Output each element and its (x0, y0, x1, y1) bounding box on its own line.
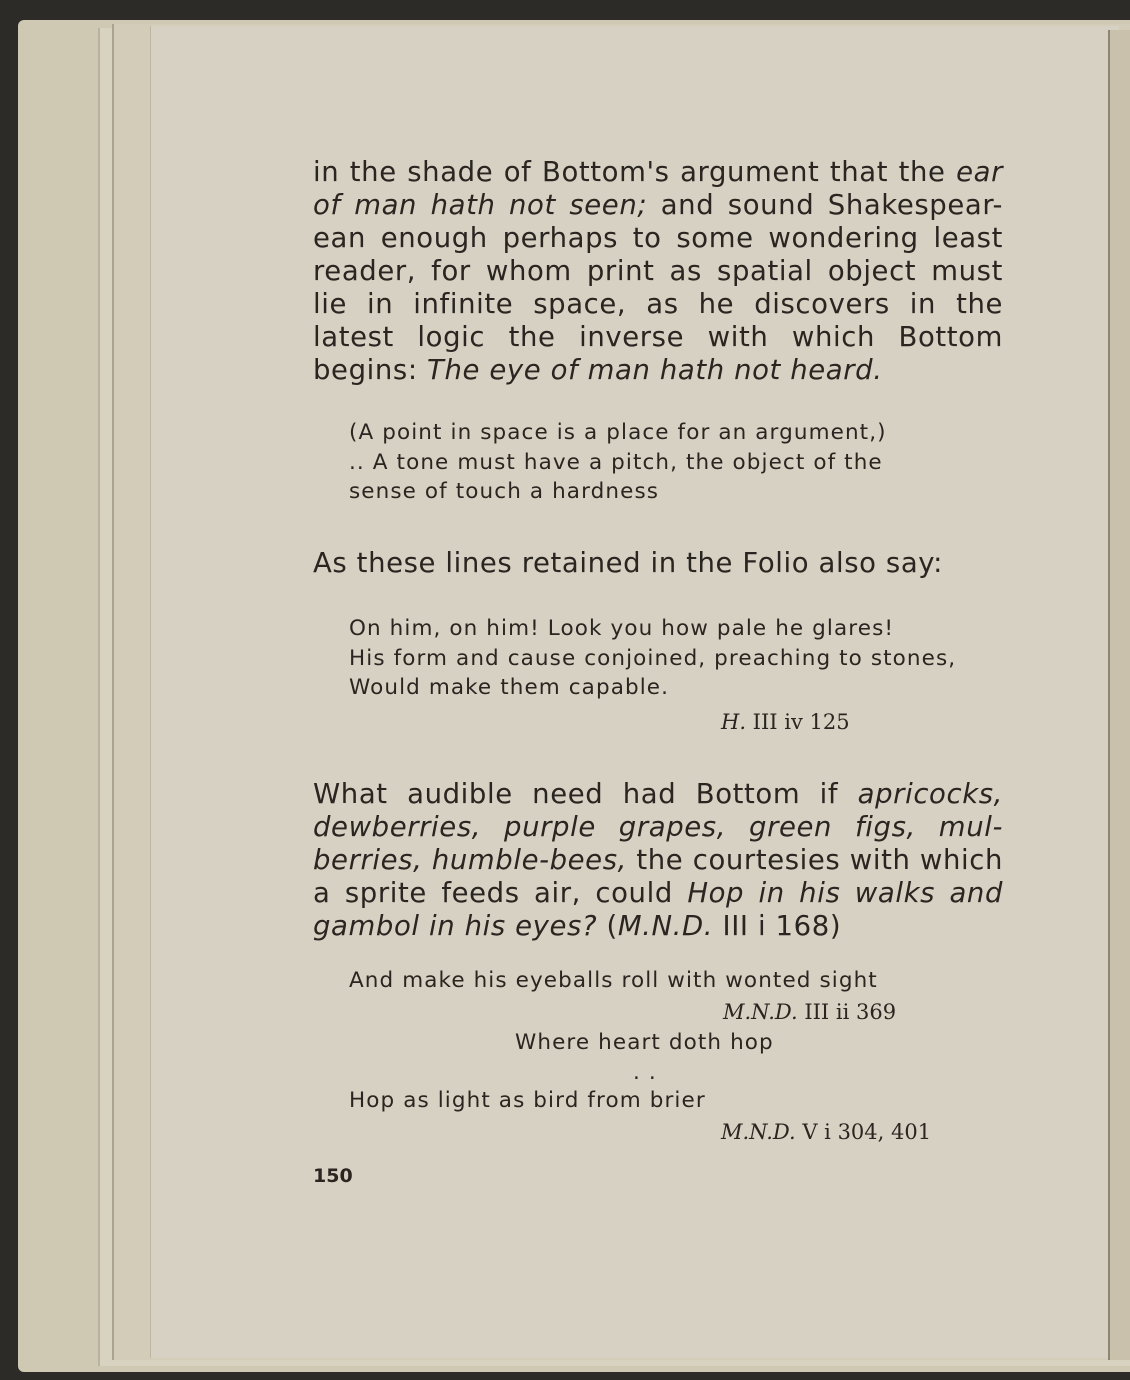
p1-segment: The eye of man hath not heard. (427, 354, 883, 386)
p3-segment: ( (597, 910, 618, 942)
quotation-3-line-3 (349, 1086, 706, 1116)
quote-line: Would make them capable. (349, 675, 670, 700)
quotation-3 (349, 966, 878, 996)
p1-segment: ear of man hath not seen; (313, 156, 1003, 221)
citation-abbr: M.N.D. (721, 1120, 796, 1144)
p3-segment: the courtesies with which a sprite feeds air, could (313, 844, 1004, 909)
citation-ref: III iv 125 (746, 710, 850, 734)
quote-line: His form and cause conjoined, preaching to stones, (349, 645, 957, 671)
paragraph-3-text (313, 778, 1003, 943)
ellipsis-dots (633, 1058, 657, 1088)
quote-line: .. A tone must have a pitch, the object of the (349, 449, 883, 475)
p3-segment: apricocks, dewberries, purple grapes, green figs, mul-berries, humble-bees, (313, 778, 1003, 876)
citation-mnd-2 (721, 1120, 931, 1144)
citation-ref: V i 304, 401 (795, 1120, 932, 1144)
p1-segment: in the shade of Bottom's argument that the (313, 156, 957, 188)
quotation-1 (349, 418, 887, 507)
p3-segment: What audible need had Bottom if (313, 778, 858, 810)
citation-abbr: M.N.D. (723, 1000, 798, 1024)
citation-abbr: H. (721, 710, 746, 734)
paragraph-2-text: As these lines retained in the Folio also say: (313, 547, 944, 579)
quote-line: And make his eyeballs roll with wonted sight (349, 968, 878, 993)
paragraph-2 (313, 547, 1003, 580)
paragraph-3 (313, 778, 1003, 943)
quotation-2 (349, 614, 956, 703)
quote-line: (A point in space is a place for an argument,) (349, 420, 887, 445)
quotation-3-line-2 (515, 1028, 774, 1058)
citation-ref: III ii 369 (797, 1000, 897, 1024)
paragraph-1 (313, 156, 1003, 387)
quote-line: On him, on him! Look you how pale he glares! (349, 616, 895, 641)
p3-segment: Hop in his walks and gambol in his eyes? (313, 877, 1003, 942)
quote-line: Where heart doth hop (515, 1030, 774, 1055)
citation-mnd-1 (723, 1000, 896, 1024)
ellipsis-text: . . (633, 1060, 657, 1085)
paragraph-1-text (313, 156, 1003, 387)
book-page (150, 26, 1119, 1358)
citation-hamlet (721, 710, 850, 734)
p3-segment: III i 168) (713, 910, 842, 942)
book-spine (1108, 30, 1130, 1360)
page-number: 150 (313, 1165, 353, 1187)
quote-line: Hop as light as bird from brier (349, 1088, 706, 1113)
p1-segment: and sound Shakespear-ean enough perhaps to some wondering least reader, for whom print as spatial object must lie in infinite space, as he discovers in the latest logic the inverse with which Bottom begins: (313, 189, 1003, 386)
p3-segment: M.N.D. (617, 910, 714, 942)
quote-line: sense of touch a hardness (349, 479, 660, 504)
